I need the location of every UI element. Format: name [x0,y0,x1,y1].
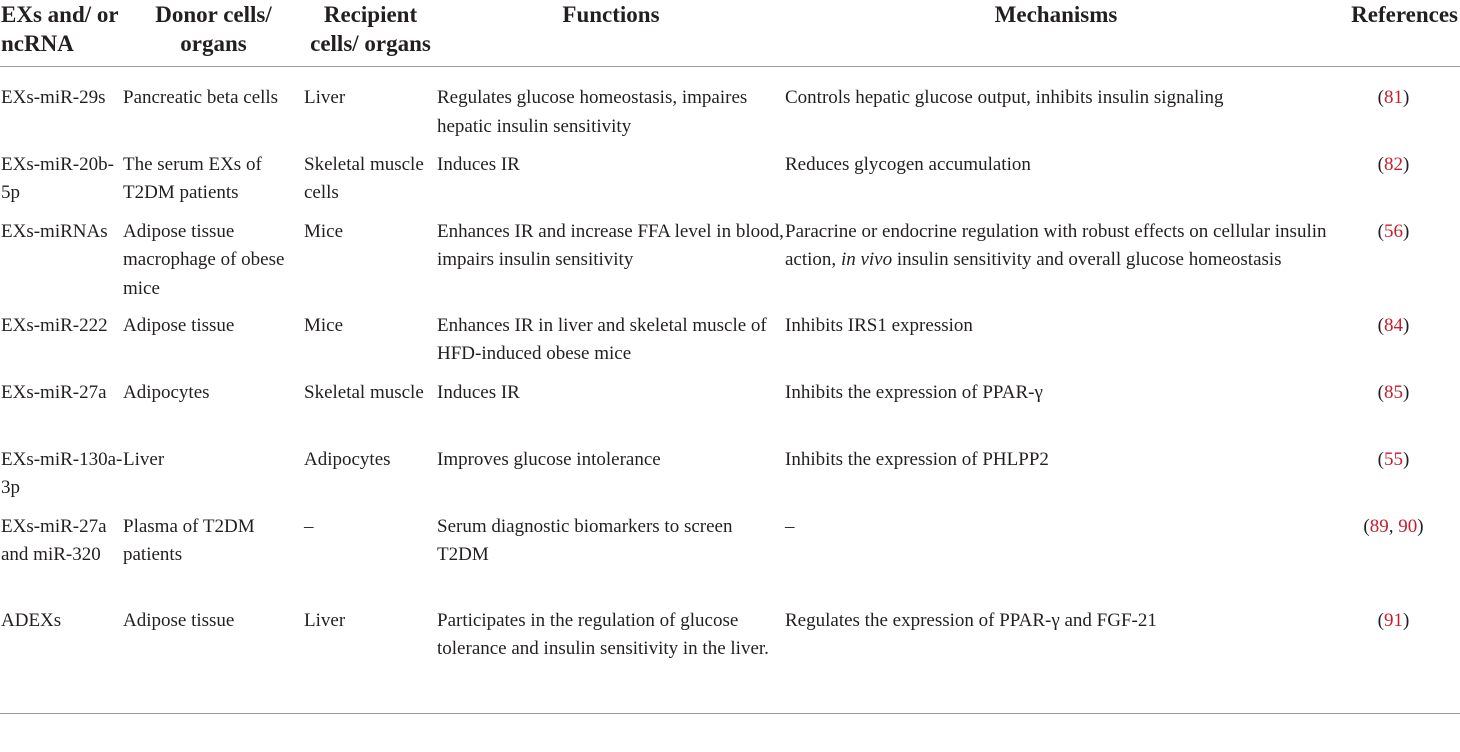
cell-recipient: Mice [304,314,344,336]
header-recipient: Recipient cells/ organs [304,0,437,67]
table-row [0,379,1460,446]
header-row [0,0,1460,67]
cell-ex: EXs-miR-27a [1,381,107,403]
cell-donor: Adipocytes [123,381,210,403]
cell-references [1327,446,1460,513]
ref-close: ) [1403,314,1410,336]
ref-open: ( [1377,153,1384,175]
ref-close: ) [1403,153,1410,175]
cell-ex: ADEXs [0,607,123,714]
cell-references [1327,151,1460,218]
reference-link[interactable]: 56 [1384,220,1403,242]
cell-functions: Induces IR [437,381,520,403]
cell-recipient: Mice [304,220,344,242]
reference-link[interactable]: 90 [1398,515,1418,537]
cell-mechanisms [785,218,1327,312]
ref-close: ) [1403,220,1410,242]
cell-mechanisms: Inhibits IRS1 expression [785,314,973,336]
cell-recipient: Liver [304,87,346,108]
ref-open: ( [1377,609,1384,631]
reference-link[interactable]: 81 [1384,87,1403,108]
header-exs: EXs and/ or ncRNA [0,0,123,67]
cell-mechanisms: Controls hepatic glucose output, inhibits insulin signaling [785,87,1224,108]
cell-references [1327,379,1460,446]
ref-close: ) [1403,87,1410,108]
reference-link[interactable]: 55 [1384,448,1403,470]
cell-donor: The serum EXs of T2DM patients [123,153,262,203]
cell-ex: EXs-miRNAs [1,220,108,242]
ref-open: ( [1377,314,1384,336]
cell-references [1327,67,1460,151]
header-donor: Donor cells/ organs [123,0,304,67]
cell-recipient: Skeletal muscle [304,381,424,403]
mechanism-text: Paracrine or endocrine regulation with robust effects on cellular insulin action, [785,220,1327,270]
table-row [0,607,1460,714]
ref-close: ) [1403,448,1410,470]
cell-functions: Serum diagnostic biomarkers to screen T2DM [437,515,733,565]
cell-donor: Adipose tissue [123,607,304,714]
cell-functions: Improves glucose intolerance [437,448,661,470]
ref-close: ) [1417,515,1424,537]
ref-close: ) [1403,609,1410,631]
ref-close: ) [1403,381,1410,403]
cell-donor: Plasma of T2DM patients [123,515,255,565]
cell-recipient: Adipocytes [304,448,391,470]
cell-functions: Enhances IR and increase FFA level in blood, impairs insulin sensitivity [437,220,784,270]
header-functions: Functions [437,0,785,67]
cell-functions: Participates in the regulation of glucose tolerance and insulin sensitivity in the liver. [437,607,785,714]
cell-mechanisms: Reduces glycogen accumulation [785,153,1031,175]
reference-link[interactable]: 89 [1369,515,1389,537]
cell-mechanisms: Inhibits the expression of PHLPP2 [785,448,1049,470]
reference-link[interactable]: 91 [1384,609,1403,631]
ref-open: ( [1363,515,1370,537]
cell-donor: Liver [123,448,165,470]
table-row [0,151,1460,218]
cell-ex: EXs-miR-20b-5p [1,153,114,203]
cell-mechanisms: Inhibits the expression of PPAR-γ [785,381,1043,403]
mechanism-italic-term: in vivo [840,249,893,270]
cell-functions: Induces IR [437,153,520,175]
ref-open: ( [1377,381,1384,403]
cell-ex: EXs-miR-130a-3p [1,448,123,498]
cell-donor: Pancreatic beta cells [123,87,279,108]
cell-mechanisms: Regulates the expression of PPAR-γ and FGF-21 [785,607,1327,714]
cell-functions: Regulates glucose homeostasis, impaires hepatic insulin sensitivity [437,87,748,137]
header-mechanisms: Mechanisms [785,0,1327,67]
table-row [0,446,1460,513]
cell-functions: Enhances IR in liver and skeletal muscle of HFD-induced obese mice [437,314,767,364]
cell-donor: Adipose tissue [123,314,235,336]
cell-ex: EXs-miR-29s [1,87,106,108]
ref-separator: , [1388,515,1399,537]
cell-ex: EXs-miR-27a and miR-320 [1,515,107,565]
table-row [0,513,1460,607]
mechanism-text: insulin sensitivity and overall glucose homeostasis [892,249,1282,270]
reference-link[interactable]: 85 [1384,381,1403,403]
cell-mechanisms: – [785,515,795,537]
cell-references [1327,218,1460,312]
cell-ex: EXs-miR-222 [1,314,108,336]
ref-open: ( [1377,220,1384,242]
reference-link[interactable]: 82 [1384,153,1403,175]
table-row [0,218,1460,312]
ref-open: ( [1377,448,1384,470]
table-row [0,67,1460,151]
ref-open: ( [1377,87,1384,108]
cell-recipient: – [304,515,314,537]
cell-references [1327,607,1460,714]
cell-references [1327,513,1460,607]
header-references: References [1327,0,1460,67]
cell-donor: Adipose tissue macrophage of obese mice [123,220,285,299]
reference-link[interactable]: 84 [1384,314,1403,336]
cell-references [1327,312,1460,379]
cell-recipient: Skeletal muscle cells [304,153,424,203]
cell-recipient: Liver [304,607,437,714]
table-row [0,312,1460,379]
